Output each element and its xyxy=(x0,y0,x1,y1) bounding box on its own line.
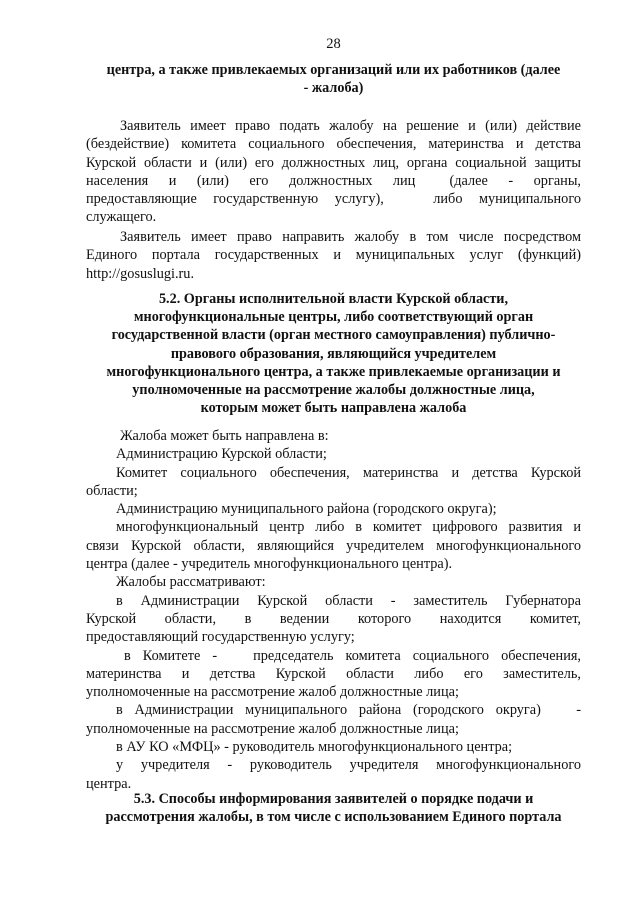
text-line: уполномоченные на рассмотрение жалоб должностные лица; xyxy=(86,684,459,701)
text-line: уполномоченные на рассмотрение жалоб должностные лица; xyxy=(86,720,459,737)
heading-line: государственной власти (орган местного самоуправления) публично- xyxy=(111,327,556,344)
text-line: в Комитете - председатель комитета социального обеспечения, xyxy=(124,647,581,664)
text-line: у учредителя - руководитель учредителя многофункционального xyxy=(116,757,581,774)
paragraph-right-to-complain xyxy=(86,117,581,227)
text-line: служащего. xyxy=(86,209,157,226)
text-line: Единого портала государственных и муниципальных услуг (функций) xyxy=(86,247,581,264)
section-heading-continuation xyxy=(86,61,581,97)
heading-line: многофункционального центра, а также привлекаемые организации и xyxy=(106,363,561,380)
text-line: предоставляющий государственную услугу; xyxy=(86,629,355,646)
text-line: Заявитель имеет право подать жалобу на решение и (или) действие xyxy=(120,118,581,134)
text-line: Администрацию Курской области; xyxy=(116,446,327,463)
heading-line: уполномоченные на рассмотрение жалобы должностные лица, xyxy=(132,382,535,399)
heading-line: многофункциональные центры, либо соответствующий орган xyxy=(133,309,534,326)
text-line: Администрацию муниципального района (городского округа); xyxy=(116,501,497,518)
text-line: материнства и детства Курской области либо его заместитель, xyxy=(86,665,581,682)
text-line: Жалобы рассматривают: xyxy=(116,574,266,591)
text-line: Жалоба может быть направлена в: xyxy=(120,428,329,444)
section-5-2-body xyxy=(86,427,581,793)
text-line: (бездействие) комитета социального обеспечения, материнства и детства xyxy=(86,136,581,153)
section-5-3-heading xyxy=(86,790,581,826)
text-line: центра (далее - учредитель многофункционального центра). xyxy=(86,556,453,573)
text-line: в Администрации муниципального района (городского округа) - xyxy=(116,702,581,719)
text-line: связи Курской области, являющийся учредителем многофункционального xyxy=(86,537,581,554)
page-number: 28 xyxy=(326,36,341,52)
heading-line: 5.2. Органы исполнительной власти Курской области, xyxy=(158,291,509,307)
heading-line: - жалоба) xyxy=(303,80,364,97)
text-line: Курской области, в ведении которого находится комитет, xyxy=(86,610,581,627)
text-line: многофункциональный центр либо в комитет цифрового развития и xyxy=(116,519,581,536)
section-5-2-heading xyxy=(86,290,581,417)
heading-line: 5.3. Способы информирования заявителей о порядке подачи и xyxy=(133,791,534,807)
text-line: http://gosuslugi.ru. xyxy=(86,265,195,282)
paragraph-portal-complaint xyxy=(86,228,581,283)
text-line: в АУ КО «МФЦ» - руководитель многофункционального центра; xyxy=(116,739,513,756)
text-line: Курской области и (или) его должностных лиц, органа социальной защиты xyxy=(86,154,581,171)
text-line: населения и (или) его должностных лиц (далее - органы, xyxy=(86,172,581,189)
heading-line: центра, а также привлекаемых организаций или их работников (далее xyxy=(106,62,561,78)
text-line: Заявитель имеет право направить жалобу в том числе посредством xyxy=(120,229,581,245)
heading-line: рассмотрения жалобы, в том числе с использованием Единого портала xyxy=(105,809,562,826)
heading-line: правового образования, являющийся учредителем xyxy=(170,345,497,362)
text-line: области; xyxy=(86,482,138,499)
text-line: центра. xyxy=(86,775,132,792)
text-line: в Администрации Курской области - заместитель Губернатора xyxy=(116,592,581,609)
text-line: Комитет социального обеспечения, материнства и детства Курской xyxy=(116,464,581,481)
heading-line: которым может быть направлена жалоба xyxy=(200,400,467,417)
text-line: предоставляющие государственную услугу), либо муниципального xyxy=(86,191,581,208)
